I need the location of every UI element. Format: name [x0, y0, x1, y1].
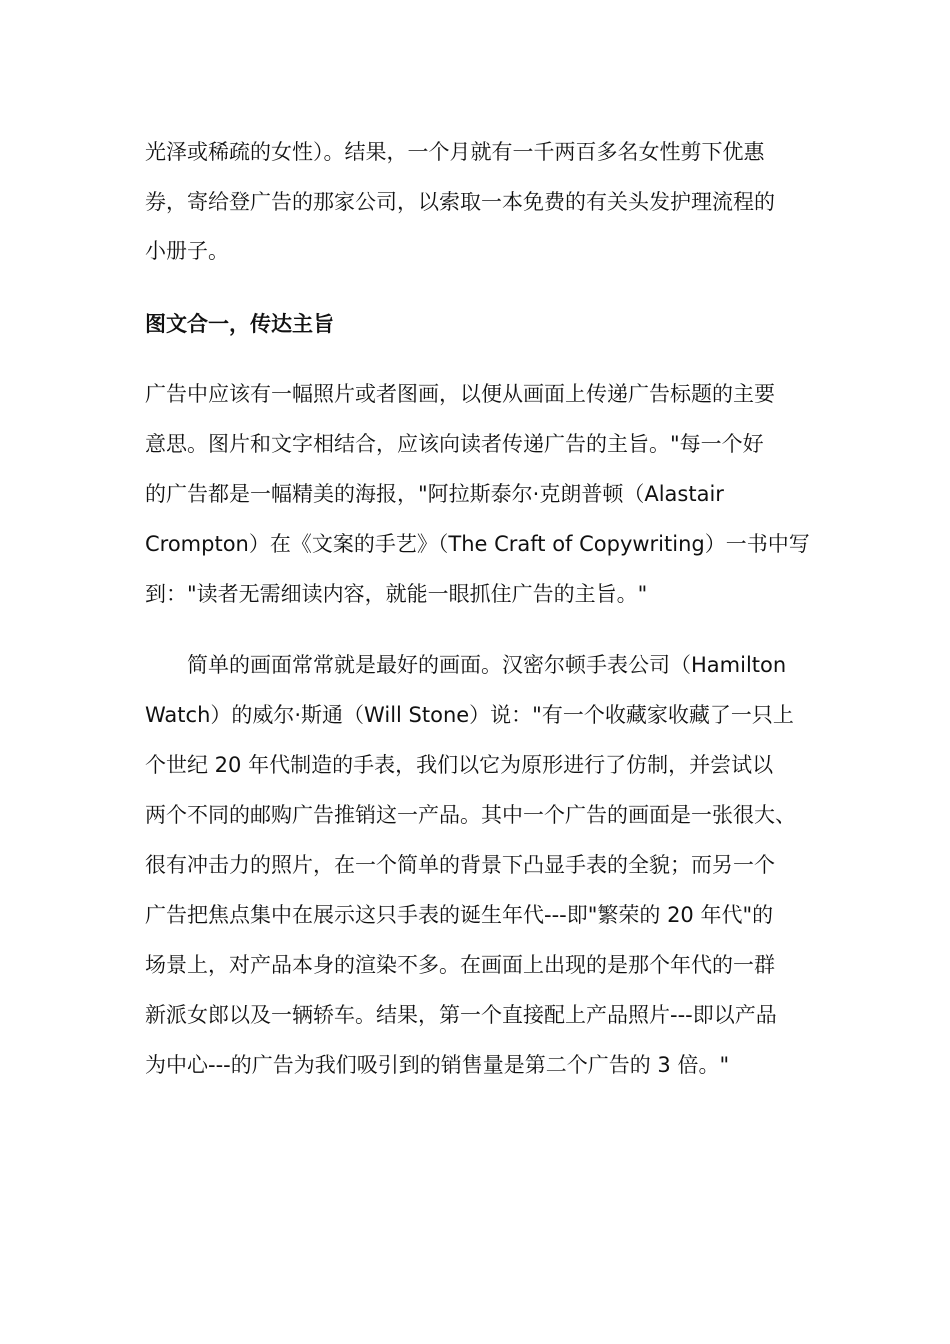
- paragraph-line: 的广告都是一幅精美的海报，"阿拉斯泰尔·克朗普顿（Alastair: [145, 482, 724, 506]
- paragraph-line: 小册子。: [145, 239, 229, 263]
- paragraph-line: 广告把焦点集中在展示这只手表的诞生年代---即"繁荣的 20 年代"的: [145, 903, 774, 927]
- paragraph-line: Watch）的威尔·斯通（Will Stone）说："有一个收藏家收藏了一只上: [145, 703, 794, 727]
- section-heading: 图文合一，传达主旨: [145, 312, 334, 336]
- paragraph-line: 简单的画面常常就是最好的画面。汉密尔顿手表公司（Hamilton: [145, 653, 787, 677]
- paragraph-line: 个世纪 20 年代制造的手表，我们以它为原形进行了仿制，并尝试以: [145, 753, 774, 777]
- paragraph-line: 广告中应该有一幅照片或者图画，以便从画面上传递广告标题的主要: [145, 382, 775, 406]
- paragraph-line: 两个不同的邮购广告推销这一产品。其中一个广告的画面是一张很大、: [145, 803, 796, 827]
- paragraph-line: 为中心---的广告为我们吸引到的销售量是第二个广告的 3 倍。": [145, 1053, 730, 1077]
- paragraph-line: 光泽或稀疏的女性）。结果，一个月就有一千两百多名女性剪下优惠: [145, 140, 765, 164]
- paragraph-line: Crompton）在《文案的手艺》（The Craft of Copywriting）一书中写: [145, 532, 810, 556]
- paragraph-line: 意思。图片和文字相结合，应该向读者传递广告的主旨。"每一个好: [145, 432, 764, 456]
- paragraph-line: 新派女郎以及一辆轿车。结果，第一个直接配上产品照片---即以产品: [145, 1003, 777, 1027]
- paragraph-line: 券，寄给登广告的那家公司，以索取一本免费的有关头发护理流程的: [145, 190, 775, 214]
- paragraph-line: 很有冲击力的照片，在一个简单的背景下凸显手表的全貌；而另一个: [145, 853, 775, 877]
- paragraph-line: 场景上，对产品本身的渲染不多。在画面上出现的是那个年代的一群: [145, 953, 775, 977]
- paragraph-line: 到："读者无需细读内容，就能一眼抓住广告的主旨。": [145, 582, 648, 606]
